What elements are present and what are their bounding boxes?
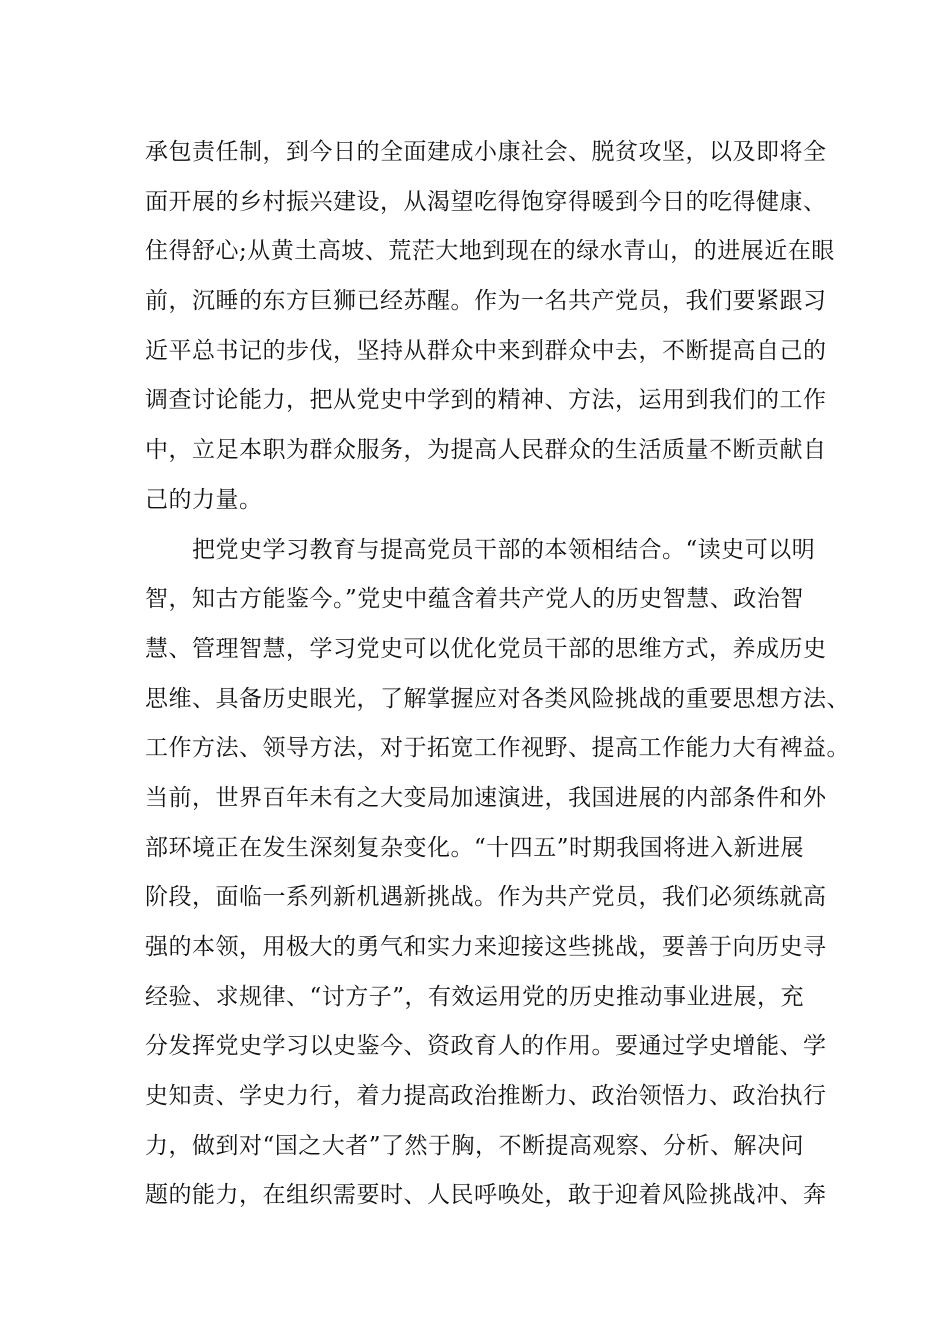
text-line: 强的本领，用极大的勇气和实力来迎接这些挑战，要善于向历史寻 [145,934,827,960]
text-line: 经验、求规律、“讨方子”，有效运用党的历史推动事业进展，充 [145,983,805,1010]
text-line: 中，立足本职为群众服务，为提高人民群众的生活质量不断贡献自 [145,437,827,464]
text-line: 工作方法、领导方法，对于拓宽工作视野、提高工作能力大有裨益。 [145,735,850,762]
text-line: 分发挥党史学习以史鉴今、资政育人的作用。要通过学史增能、学 [145,1033,827,1060]
text-line: 慧、管理智慧，学习党史可以优化党员干部的思维方式，养成历史 [145,635,827,662]
text-line: 把党史学习教育与提高党员干部的本领相结合。“读史可以明 [145,536,816,563]
text-line: 前，沉睡的东方巨狮已经苏醒。作为一名共产党员，我们要紧跟习 [145,288,827,315]
document-body [145,128,850,1221]
text-line: 思维、具备历史眼光，了解掌握应对各类风险挑战的重要思想方法、 [145,685,850,712]
text-line: 部环境正在发生深刻复杂变化。“十四五”时期我国将进入新进展 [145,834,805,861]
text-line: 力，做到对“国之大者”了然于胸，不断提高观察、分析、解决问 [145,1132,805,1159]
text-line: 住得舒心;从黄土高坡、荒茫大地到现在的绿水青山，的进展近在眼 [145,238,835,265]
paragraph-1 [145,128,835,526]
text-line: 承包责任制，到今日的全面建成小康社会、脱贫攻坚，以及即将全 [145,139,827,165]
text-line: 智，知古方能鉴今。”党史中蕴含着共产党人的历史智慧、政治智 [145,586,804,613]
text-line: 近平总书记的步伐，坚持从群众中来到群众中去，不断提高自己的 [145,337,827,364]
text-line: 当前，世界百年未有之大变局加速演进，我国进展的内部条件和外 [145,784,827,811]
text-line: 史知责、学史力行，着力提高政治推断力、政治领悟力、政治执行 [145,1083,827,1110]
text-line: 面开展的乡村振兴建设，从渴望吃得饱穿得暖到今日的吃得健康、 [145,188,827,215]
paragraph-2 [145,526,850,1222]
text-line: 调查讨论能力，把从党史中学到的精神、方法，运用到我们的工作 [145,387,827,414]
text-line: 题的能力，在组织需要时、人民呼唤处，敢于迎着风险挑战冲、奔 [145,1182,827,1209]
text-line: 阶段，面临一系列新机遇新挑战。作为共产党员，我们必须练就高 [145,884,827,911]
text-line: 己的力量。 [145,486,263,513]
